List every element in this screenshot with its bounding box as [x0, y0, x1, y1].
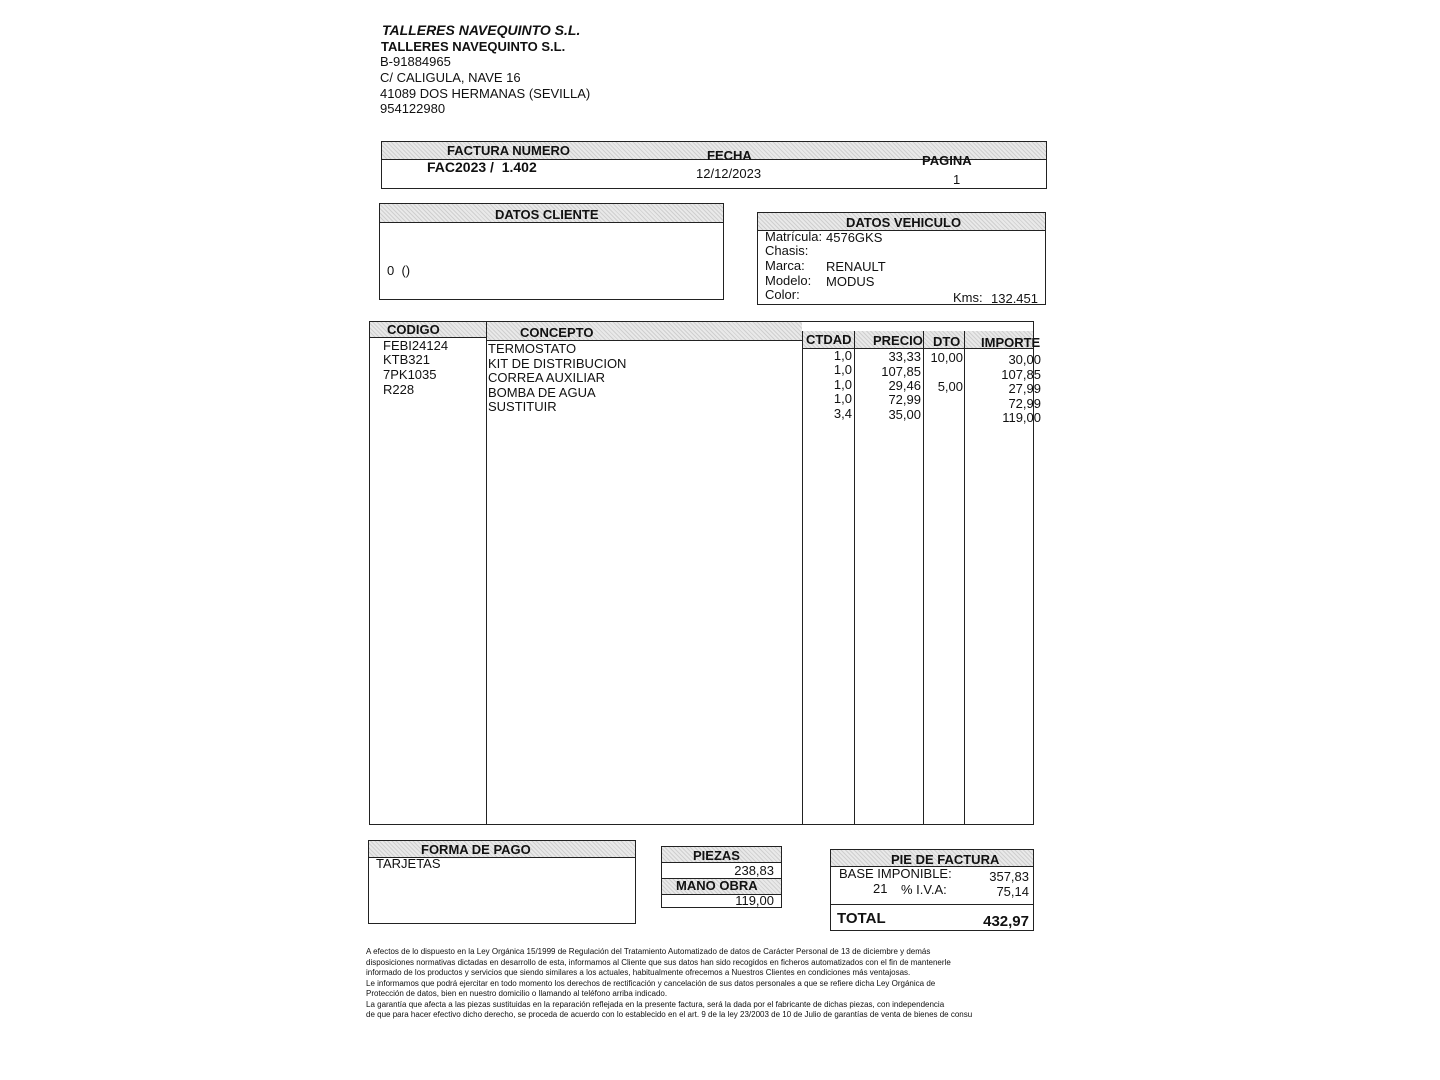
invoice-number-label: FACTURA NUMERO — [447, 143, 571, 158]
vehicle-matricula-label: Matrícula: — [765, 229, 823, 244]
iva-value: 75,14 — [996, 884, 1029, 899]
legal-line: A efectos de lo dispuesto en la Ley Orgánica 15/1999 de Regulación del Tratamiento Automatizado de datos de Carácter Personal de 13 de diciembre y demás — [366, 947, 931, 956]
footer-box — [830, 849, 1034, 931]
vehicle-box — [757, 212, 1046, 305]
piezas-box — [661, 846, 782, 908]
legal-line: informado de los productos y servicios que siendo similares a los actuales, habitualmente ofrecemos a Nuestros Clientes en condiciones más ventajosas. — [366, 968, 911, 977]
vehicle-kms: 132.451 — [991, 291, 1038, 306]
row-codigo: KTB321 — [383, 352, 430, 367]
row-ctdad: 1,0 — [833, 377, 852, 392]
piezas-value: 238,83 — [734, 863, 774, 878]
piezas-label: PIEZAS — [693, 848, 740, 863]
row-importe: 30,00 — [1008, 352, 1041, 367]
client-box — [379, 203, 724, 300]
col-concepto-header: CONCEPTO — [520, 325, 594, 340]
vehicle-kms-label: Kms: — [953, 290, 983, 305]
vehicle-modelo-label: Modelo: — [765, 273, 812, 288]
row-dto: 10,00 — [930, 350, 963, 365]
footer-title: PIE DE FACTURA — [891, 852, 1000, 867]
invoice-page-label: PAGINA — [922, 153, 972, 168]
vehicle-color-label: Color: — [765, 287, 800, 302]
row-importe: 27,99 — [1008, 381, 1041, 396]
company-phone: 954122980 — [380, 101, 446, 116]
legal-line: La garantía que afecta a las piezas sustituidas en la reparación reflejada en la presente factura, será la dada por el fabricante de dichas piezas, con independencia — [366, 999, 945, 1009]
base-imponible-value: 357,83 — [989, 869, 1029, 884]
company-cif: B-91884965 — [380, 54, 451, 69]
row-precio: 29,46 — [888, 378, 921, 393]
vehicle-matricula: 4576GKS — [826, 230, 883, 245]
legal-line: Protección de datos, bien en nuestro domicilio o llamando al teléfono arriba indicado. — [366, 989, 668, 998]
payment-box — [368, 840, 636, 924]
row-dto: 5,00 — [937, 379, 963, 394]
company-city: 41089 DOS HERMANAS (SEVILLA) — [380, 86, 591, 101]
invoice-number: FAC2023 / 1.402 — [427, 159, 537, 175]
row-precio: 33,33 — [888, 349, 921, 364]
vehicle-chasis-label: Chasis: — [765, 243, 809, 258]
total-value: 432,97 — [983, 913, 1029, 930]
payment-title: FORMA DE PAGO — [421, 842, 531, 857]
row-codigo: 7PK1035 — [383, 367, 437, 382]
row-ctdad: 1,0 — [833, 391, 852, 406]
row-importe: 72,99 — [1008, 396, 1041, 411]
col-dto-header: DTO — [933, 334, 961, 349]
col-codigo-header: CODIGO — [387, 322, 440, 337]
legal-notice — [366, 947, 1041, 1021]
mano-obra-label: MANO OBRA — [676, 878, 758, 893]
invoice-header-box — [381, 141, 1047, 189]
col-importe-header: IMPORTE — [981, 335, 1041, 350]
col-precio-header: PRECIO — [873, 333, 923, 348]
row-concepto: TERMOSTATO — [488, 341, 577, 356]
vehicle-title: DATOS VEHICULO — [846, 215, 962, 230]
payment-method: TARJETAS — [376, 856, 441, 871]
vehicle-modelo: MODUS — [826, 274, 875, 289]
legal-line: de que para hacer efectivo dicho derecho, se proceda de acuerdo con lo establecido en el art. 9 de la ley 23/2003 de 10 de Julio de garantías de venta de bienes de consu — [366, 1010, 973, 1019]
vehicle-marca: RENAULT — [826, 259, 886, 274]
row-concepto: CORREA AUXILIAR — [488, 370, 606, 385]
row-precio: 35,00 — [888, 407, 921, 422]
legal-line: disposiciones normativas dictadas en desarrollo de esta, informamos al Cliente que sus datos han sido recogidos en ficheros automatizados con el fin de mantenerle — [366, 957, 951, 967]
company-name-italic: TALLERES NAVEQUINTO S.L. — [382, 22, 581, 38]
legal-line: Le informamos que podrá ejercitar en todo momento los derechos de rectificación y cancelación de sus datos personales a que se refiere dicha Ley Orgánica de — [366, 978, 936, 988]
row-ctdad: 1,0 — [833, 348, 852, 363]
row-codigo: FEBI24124 — [383, 338, 449, 353]
row-precio: 107,85 — [881, 364, 921, 379]
invoice-date: 12/12/2023 — [696, 166, 762, 181]
row-concepto: SUSTITUIR — [488, 399, 557, 414]
row-codigo: R228 — [383, 382, 415, 397]
invoice-page: 1 — [953, 172, 961, 187]
invoice-date-label: FECHA — [707, 148, 752, 163]
total-label: TOTAL — [837, 910, 886, 927]
row-ctdad: 3,4 — [833, 406, 852, 421]
mano-obra-value: 119,00 — [735, 893, 774, 908]
client-line: 0 () — [387, 263, 411, 278]
lines-table — [369, 321, 1041, 825]
row-ctdad: 1,0 — [833, 362, 852, 377]
vehicle-marca-label: Marca: — [765, 258, 805, 273]
client-title: DATOS CLIENTE — [495, 207, 599, 222]
company-address: C/ CALIGULA, NAVE 16 — [380, 70, 521, 85]
iva-rate: 21 — [873, 881, 888, 896]
row-concepto: BOMBA DE AGUA — [488, 385, 596, 400]
row-importe: 119,00 — [1002, 410, 1041, 425]
base-imponible-label: BASE IMPONIBLE: — [839, 866, 952, 881]
row-importe: 107,85 — [1001, 367, 1041, 382]
company-name: TALLERES NAVEQUINTO S.L. — [381, 39, 566, 54]
iva-label: % I.V.A: — [901, 882, 947, 897]
col-ctdad-header: CTDAD — [806, 332, 852, 347]
row-concepto: KIT DE DISTRIBUCION — [488, 356, 627, 371]
row-precio: 72,99 — [888, 392, 921, 407]
